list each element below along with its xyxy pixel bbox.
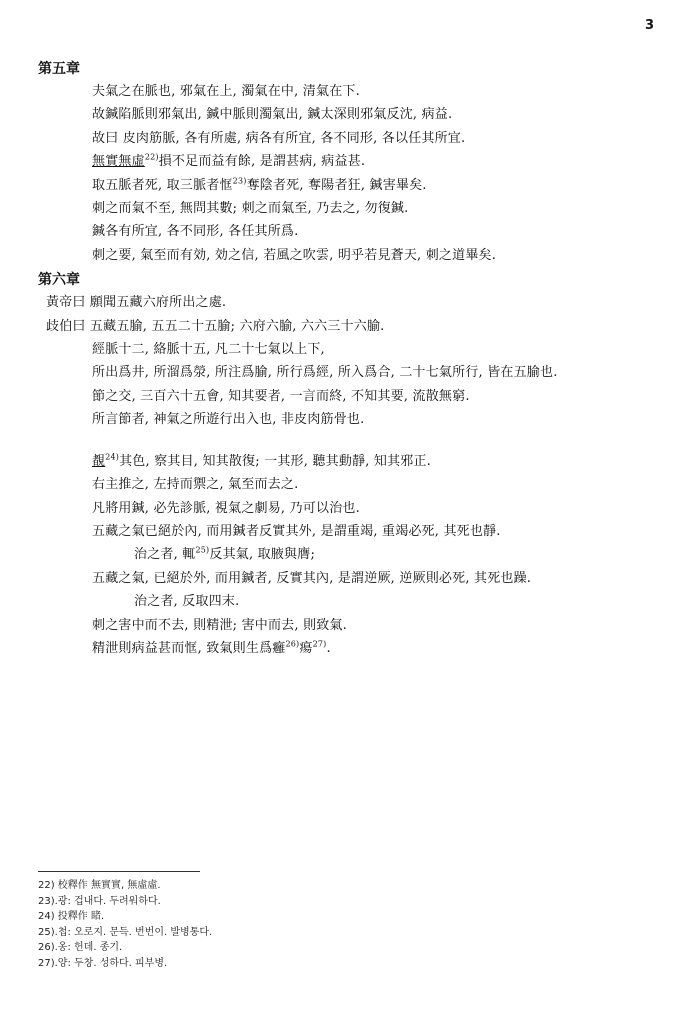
text-line: 經脈十二, 絡脈十五, 凡二十七氣以上下,: [92, 342, 325, 358]
footnote-22: 22) 校釋作 無實實, 無虛虛.: [38, 880, 161, 891]
footnote-25: 25).첩: 오로지. 문득. 번번이. 발병통다.: [38, 926, 213, 938]
text-span: 奪陰者死, 奪陽者狂, 鍼害畢矣.: [246, 177, 427, 193]
text-line: [92, 450, 700, 473]
text-span: 損不足而益有餘, 是謂甚病, 病益甚.: [158, 154, 366, 170]
text-line: 故鍼陷脈則邪氣出, 鍼中脈則濁氣出, 鍼太深則邪氣反沈, 病益.: [92, 107, 453, 123]
footnote-ref-22: 22): [144, 152, 159, 162]
page-body: [0, 58, 700, 660]
text-line: [92, 150, 700, 173]
text-line: 節之交, 三百六十五會, 知其要者, 一言而終, 不知其要, 流散無窮.: [92, 388, 470, 404]
footnote-27: 27).양: 두창. 성하다. 피부병.: [38, 957, 168, 969]
footnote-26: 26).옹: 헌데. 종기.: [38, 942, 123, 954]
text-line: 治之者, 反取四末.: [134, 594, 240, 610]
text-line: 刺之而氣不至, 無問其數; 刺之而氣至, 乃去之, 勿復鍼.: [92, 201, 409, 217]
chapter-5-title: 第五章: [38, 61, 80, 77]
text-span: 其色, 察其目, 知其散復; 一其形, 聽其動靜, 知其邪正.: [119, 453, 432, 469]
text-line: 刺之要, 氣至而有効, 効之信, 若風之吹雲, 明乎若見蒼天, 刺之道畢矣.: [92, 247, 497, 263]
text-line: [92, 637, 700, 660]
text-line: 凡將用鍼, 必先診脈, 視氣之劇易, 乃可以治也.: [92, 500, 360, 516]
footnotes: [38, 878, 212, 972]
footnote-divider: [38, 871, 200, 872]
footnote-ref-24: 24): [105, 452, 120, 462]
text-line: [92, 174, 700, 197]
text-line: 五藏之氣已絕於內, 而用鍼者反實其外, 是謂重竭, 重竭必死, 其死也靜.: [92, 523, 501, 539]
page-number: 3: [644, 18, 654, 33]
qibo-line: 歧伯曰 五藏五腧, 五五二十五腧; 六府六腧, 六六三十六腧.: [46, 318, 385, 334]
text-span: 精泄則病益甚而恇, 致氣則生爲癰: [92, 640, 286, 656]
footnote-ref-27: 27): [312, 639, 327, 649]
text-span: 取五脈者死, 取三脈者恇: [92, 177, 233, 193]
underlined-phrase: 無實無虛: [92, 154, 145, 170]
footnote-ref-23: 23): [232, 176, 247, 186]
huangdi-line: 黃帝曰 願聞五藏六府所出之處.: [46, 295, 227, 311]
chapter-6-title: 第六章: [38, 272, 80, 289]
underlined-char: 覩: [92, 453, 106, 469]
text-line: 右主推之, 左持而禦之, 氣至而去之.: [92, 477, 299, 493]
footnote-ref-25: 25): [195, 545, 210, 555]
text-span: 治之者, 輒: [134, 547, 196, 563]
text-line: 所言節者, 神氣之所遊行出入也, 非皮肉筋骨也.: [92, 412, 365, 428]
footnote-23: 23).광: 겁내다. 두려워하다.: [38, 895, 161, 907]
footnote-ref-26: 26): [285, 639, 300, 649]
text-line: 五藏之氣, 已絕於外, 而用鍼者, 反實其內, 是謂逆厥, 逆厥則必死, 其死也躁.: [92, 570, 532, 586]
text-line: [134, 543, 700, 566]
text-span: 反其氣, 取腋與膺;: [209, 547, 316, 563]
text-line: 刺之害中而不去, 則精泄; 害中而去, 則致氣.: [92, 617, 347, 633]
text-line: 鍼各有所宜, 各不同形, 各任其所爲.: [92, 224, 299, 240]
text-line: 夫氣之在脈也, 邪氣在上, 濁氣在中, 清氣在下.: [92, 84, 360, 99]
text-span: 瘍: [299, 640, 313, 656]
paragraph-gap: [0, 432, 700, 450]
text-line: 故曰 皮肉筋脈, 各有所處, 病各有所宜, 各不同形, 各以任其所宜.: [92, 130, 466, 146]
text-line: 所出爲井, 所溜爲滎, 所注爲腧, 所行爲經, 所入爲合, 二十七氣所行, 皆在五腧也.: [92, 365, 558, 381]
text-span: .: [326, 640, 331, 656]
footnote-24: 24) 投釋作 睹.: [38, 911, 105, 923]
